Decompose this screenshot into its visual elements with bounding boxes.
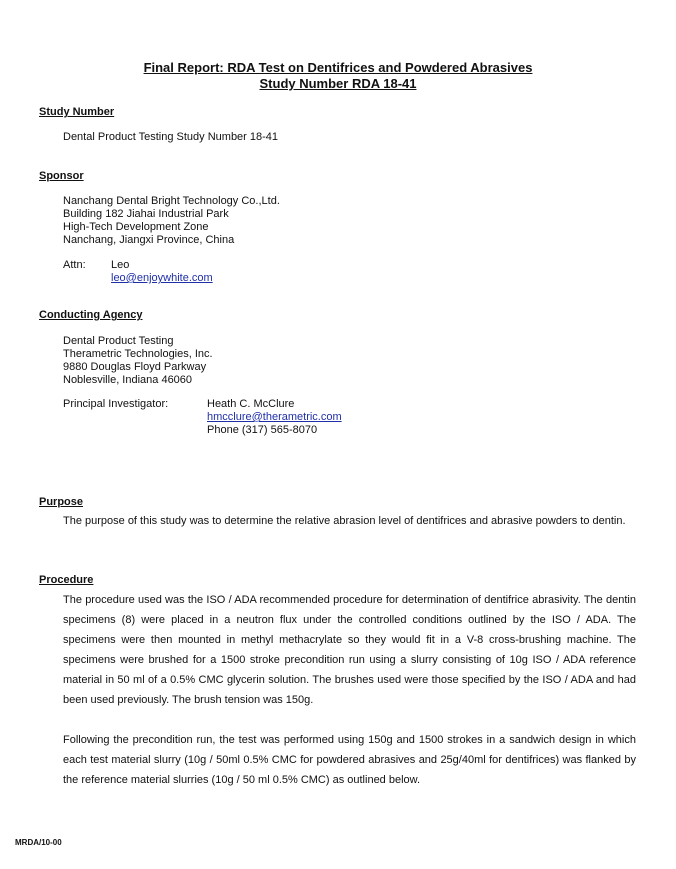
purpose-heading: Purpose [39,496,84,508]
sponsor-address-line: Nanchang, Jiangxi Province, China [63,234,235,246]
form-code-footer: MRDA/10-00 [15,838,62,847]
study-number-text: Dental Product Testing Study Number 18-41 [63,131,279,143]
sponsor-address-line: High-Tech Development Zone [63,221,209,233]
procedure-heading: Procedure [39,574,94,586]
sponsor-heading: Sponsor [39,170,84,182]
purpose-text: The purpose of this study was to determine the relative abrasion level of dentifrices and abrasive powders to dentin. [63,515,626,527]
pi-label: Principal Investigator: [63,398,169,410]
sponsor-address-line: Building 182 Jiahai Industrial Park [63,208,229,220]
pi-phone: Phone (317) 565-8070 [207,424,318,436]
agency-address-line: Therametric Technologies, Inc. [63,348,213,360]
attn-email-link[interactable]: leo@enjoywhite.com [111,272,213,284]
study-number-heading: Study Number [39,106,115,118]
agency-address-line: Dental Product Testing [63,335,174,347]
attn-label: Attn: [63,259,86,271]
procedure-paragraph-1: The procedure used was the ISO / ADA recommended procedure for determination of dentifrice abrasivity. The dentin specimens (8) were placed in a neutron flux under the controlled conditions outlined by the ISO / ADA. The specimens were then mounted in methyl methacrylate so they would fit in a V-8 cross-brushing machine. The specimens were brushed for a 1500 stroke precondition run using a slurry consisting of 10g ISO / ADA reference material in 50 ml of a 0.5% CMC glycerin solution. The brushes used were those specified by the ISO / ADA and had been used previously. The brush tension was 150g. [63,594,636,706]
agency-address-line: Noblesville, Indiana 46060 [63,374,193,386]
sponsor-address-line: Nanchang Dental Bright Technology Co.,Ltd. [63,195,280,207]
attn-name: Leo [111,259,130,271]
procedure-paragraph-2: Following the precondition run, the test was performed using 150g and 1500 strokes in a sandwich design in which each test material slurry (10g / 50ml 0.5% CMC for powdered abrasives and 25g/40ml for dentifrices) was flanked by the reference material slurries (10g / 50 ml 0.5% CMC) as outlined below. [63,734,636,786]
conducting-agency-heading: Conducting Agency [39,309,143,321]
pi-name: Heath C. McClure [207,398,295,410]
report-title: Final Report: RDA Test on Dentifrices and Powdered Abrasives [143,60,533,75]
report-subtitle: Study Number RDA 18-41 [259,76,417,91]
agency-address-line: 9880 Douglas Floyd Parkway [63,361,207,373]
pi-email-link[interactable]: hmcclure@therametric.com [207,411,342,423]
